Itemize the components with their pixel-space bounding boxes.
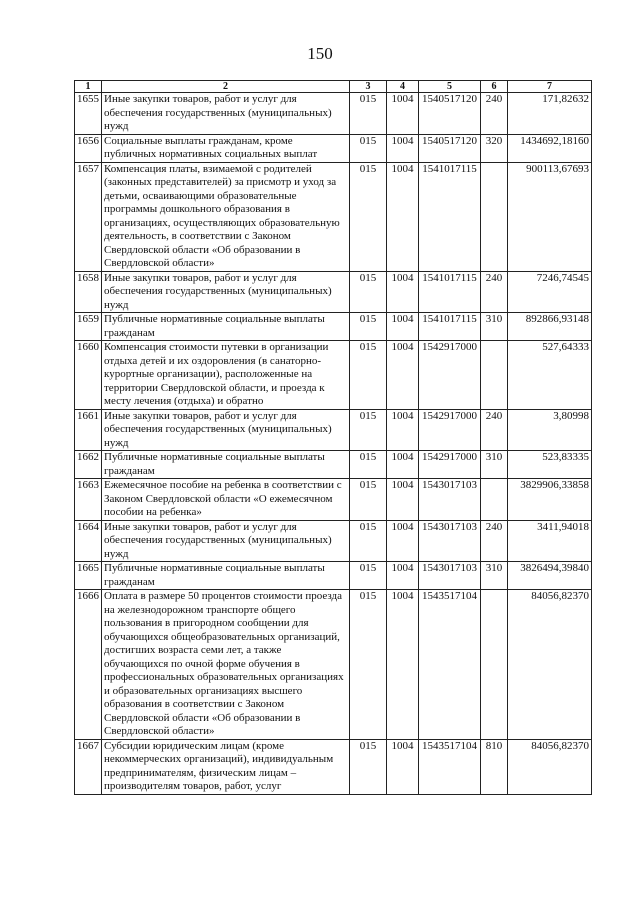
section-code: 1004 (387, 520, 419, 562)
expense-type-code: 320 (481, 134, 508, 162)
col-header: 1 (75, 81, 102, 93)
ministry-code: 015 (350, 313, 387, 341)
row-number: 1656 (75, 134, 102, 162)
table-row (75, 520, 592, 562)
row-name: Субсидии юридическим лицам (кроме некоммерческих организаций), индивидуальным предпринимателям, физическим лицам – производителям товаров, работ, услуг (102, 739, 350, 794)
row-number: 1662 (75, 451, 102, 479)
section-code: 1004 (387, 409, 419, 451)
col-header: 7 (508, 81, 592, 93)
row-sum: 1434692,18160 (508, 134, 592, 162)
section-code: 1004 (387, 451, 419, 479)
row-name: Публичные нормативные социальные выплаты гражданам (102, 451, 350, 479)
expense-type-code (481, 162, 508, 271)
section-code: 1004 (387, 590, 419, 740)
section-code: 1004 (387, 134, 419, 162)
section-code: 1004 (387, 341, 419, 410)
row-number: 1657 (75, 162, 102, 271)
target-article-code: 1542917000 (419, 451, 481, 479)
row-number: 1655 (75, 93, 102, 135)
table-row (75, 479, 592, 521)
row-sum: 171,82632 (508, 93, 592, 135)
expense-type-code: 310 (481, 451, 508, 479)
ministry-code: 015 (350, 520, 387, 562)
table-row (75, 451, 592, 479)
row-name: Ежемесячное пособие на ребенка в соответствии с Законом Свердловской области «О ежемесячном пособии на ребенка» (102, 479, 350, 521)
section-code: 1004 (387, 313, 419, 341)
row-sum: 527,64333 (508, 341, 592, 410)
col-header: 5 (419, 81, 481, 93)
row-name: Компенсация стоимости путевки в организации отдыха детей и их оздоровления (в санаторно-курортные организации), расположенные на территории Свердловской области, и проезда к месту лечения (отдыха) и обратно (102, 341, 350, 410)
row-sum: 7246,74545 (508, 271, 592, 313)
row-name: Компенсация платы, взимаемой с родителей (законных представителей) за присмотр и уход за детьми, осваивающими образовательные программы дошкольного образования в организациях, осуществляющих образовательную деятельность, в соответствии с Законом Свердловской области «Об образовании в Свердловской области» (102, 162, 350, 271)
target-article-code: 1541017115 (419, 162, 481, 271)
target-article-code: 1542917000 (419, 409, 481, 451)
table-row (75, 739, 592, 794)
row-number: 1661 (75, 409, 102, 451)
target-article-code: 1543017103 (419, 479, 481, 521)
ministry-code: 015 (350, 134, 387, 162)
row-number: 1666 (75, 590, 102, 740)
row-number: 1664 (75, 520, 102, 562)
target-article-code: 1541017115 (419, 313, 481, 341)
ministry-code: 015 (350, 451, 387, 479)
budget-table (74, 80, 592, 795)
row-number: 1667 (75, 739, 102, 794)
row-sum: 3826494,39840 (508, 562, 592, 590)
table-row (75, 93, 592, 135)
row-sum: 3829906,33858 (508, 479, 592, 521)
row-name: Иные закупки товаров, работ и услуг для обеспечения государственных (муниципальных) нужд (102, 271, 350, 313)
target-article-code: 1540517120 (419, 93, 481, 135)
col-header: 6 (481, 81, 508, 93)
row-sum: 84056,82370 (508, 739, 592, 794)
col-header: 2 (102, 81, 350, 93)
ministry-code: 015 (350, 409, 387, 451)
table-row (75, 590, 592, 740)
row-name: Социальные выплаты гражданам, кроме публичных нормативных социальных выплат (102, 134, 350, 162)
ministry-code: 015 (350, 271, 387, 313)
section-code: 1004 (387, 562, 419, 590)
row-number: 1659 (75, 313, 102, 341)
page-number: 150 (307, 44, 333, 63)
table-row (75, 562, 592, 590)
target-article-code: 1543017103 (419, 562, 481, 590)
row-number: 1658 (75, 271, 102, 313)
row-sum: 3411,94018 (508, 520, 592, 562)
header-row (75, 81, 592, 93)
col-header: 4 (387, 81, 419, 93)
ministry-code: 015 (350, 341, 387, 410)
expense-type-code: 810 (481, 739, 508, 794)
section-code: 1004 (387, 271, 419, 313)
table-row (75, 409, 592, 451)
ministry-code: 015 (350, 562, 387, 590)
row-name: Публичные нормативные социальные выплаты гражданам (102, 313, 350, 341)
row-number: 1660 (75, 341, 102, 410)
ministry-code: 015 (350, 479, 387, 521)
table-row (75, 271, 592, 313)
col-header: 3 (350, 81, 387, 93)
table-row (75, 313, 592, 341)
section-code: 1004 (387, 93, 419, 135)
table-row (75, 134, 592, 162)
expense-type-code: 240 (481, 520, 508, 562)
row-number: 1663 (75, 479, 102, 521)
row-sum: 523,83335 (508, 451, 592, 479)
target-article-code: 1541017115 (419, 271, 481, 313)
expense-type-code (481, 479, 508, 521)
row-name: Оплата в размере 50 процентов стоимости проезда на железнодорожном транспорте общего пользования в пригородном сообщении для обучающихся общеобразовательных организаций, достигших возраста семи лет, а также обучающихся по очной форме обучения в профессиональных образовательных организациях и образовательных организациях высшего образования в соответствии с Законом Свердловской области «Об образовании в Свердловской области» (102, 590, 350, 740)
expense-type-code (481, 341, 508, 410)
target-article-code: 1543017103 (419, 520, 481, 562)
expense-type-code: 240 (481, 271, 508, 313)
row-name: Иные закупки товаров, работ и услуг для обеспечения государственных (муниципальных) нужд (102, 409, 350, 451)
ministry-code: 015 (350, 162, 387, 271)
row-sum: 892866,93148 (508, 313, 592, 341)
table-row (75, 341, 592, 410)
expense-type-code (481, 590, 508, 740)
target-article-code: 1540517120 (419, 134, 481, 162)
row-sum: 3,80998 (508, 409, 592, 451)
section-code: 1004 (387, 162, 419, 271)
row-sum: 84056,82370 (508, 590, 592, 740)
row-name: Иные закупки товаров, работ и услуг для обеспечения государственных (муниципальных) нужд (102, 93, 350, 135)
target-article-code: 1543517104 (419, 590, 481, 740)
section-code: 1004 (387, 739, 419, 794)
ministry-code: 015 (350, 93, 387, 135)
section-code: 1004 (387, 479, 419, 521)
expense-type-code: 310 (481, 313, 508, 341)
expense-type-code: 240 (481, 93, 508, 135)
row-name: Публичные нормативные социальные выплаты гражданам (102, 562, 350, 590)
ministry-code: 015 (350, 590, 387, 740)
table-row (75, 162, 592, 271)
row-name: Иные закупки товаров, работ и услуг для обеспечения государственных (муниципальных) нужд (102, 520, 350, 562)
ministry-code: 015 (350, 739, 387, 794)
row-number: 1665 (75, 562, 102, 590)
expense-type-code: 310 (481, 562, 508, 590)
expense-type-code: 240 (481, 409, 508, 451)
target-article-code: 1542917000 (419, 341, 481, 410)
target-article-code: 1543517104 (419, 739, 481, 794)
row-sum: 900113,67693 (508, 162, 592, 271)
